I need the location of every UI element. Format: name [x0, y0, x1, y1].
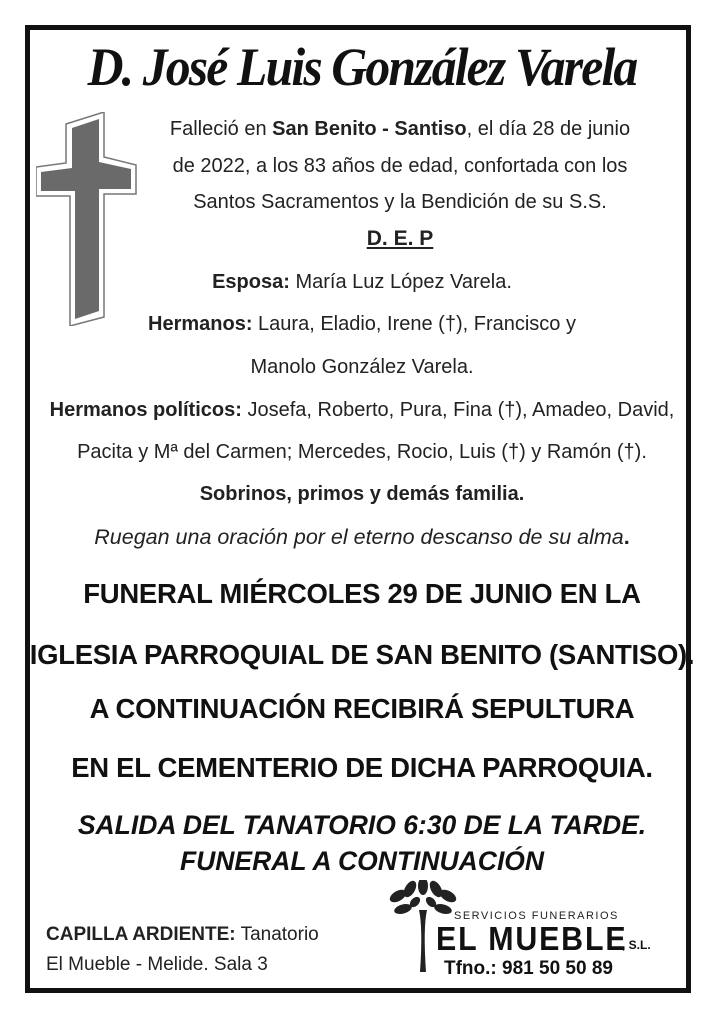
dep-label: [140, 227, 660, 251]
logo-tagline: SERVICIOS FUNERARIOS: [454, 910, 619, 922]
funeral-line-3: A CONTINUACIÓN RECIBIRÁ SEPULTURA: [89, 693, 635, 724]
death-line-1: [140, 118, 660, 141]
spouse-label: Esposa:: [212, 271, 290, 293]
death-place: San Benito - Santiso: [272, 118, 467, 140]
siblings-line-2: Manolo González Varela.: [250, 356, 474, 378]
siblings-line-1: [0, 313, 724, 336]
siblings-label: Hermanos:: [148, 313, 253, 335]
prayer-period: .: [623, 525, 630, 549]
funeral-line-4: EN EL CEMENTERIO DE DICHA PARROQUIA.: [71, 752, 653, 783]
inlaws-line-2: Pacita y Mª del Carmen; Mercedes, Rocio, Luis (†) y Ramón (†).: [77, 441, 647, 463]
death-line-3: Santos Sacramentos y la Bendición de su S.S.: [193, 191, 607, 213]
prayer-text: Ruegan una oración por el eterno descanso de su alma: [94, 525, 624, 549]
logo-brand: EL MUEBLE: [436, 920, 628, 957]
death-text: Falleció en: [169, 118, 273, 140]
prayer-line: [0, 525, 724, 550]
death-date: , el día 28 de junio: [466, 118, 631, 140]
logo-phone: Tfno.: 981 50 50 89: [444, 958, 613, 979]
inlaws-names: Josefa, Roberto, Pura, Fina (†), Amadeo, David,: [241, 399, 675, 421]
chapel-line-2: El Mueble - Melide. Sala 3: [46, 954, 268, 975]
siblings-names: Laura, Eladio, Irene (†), Francisco y: [252, 313, 576, 335]
chapel-label: CAPILLA ARDIENTE:: [46, 924, 236, 945]
other-family: Sobrinos, primos y demás familia.: [199, 483, 525, 505]
funeral-line-1: FUNERAL MIÉRCOLES 29 DE JUNIO EN LA: [83, 578, 641, 609]
chapel-place: Tanatorio: [235, 924, 319, 945]
departure-line-1: SALIDA DEL TANATORIO 6:30 DE LA TARDE.: [77, 810, 647, 840]
inlaws-line-1: [0, 399, 724, 422]
deceased-name: D. José Luis González Varela: [87, 37, 637, 97]
spouse-name: María Luz López Varela.: [289, 271, 512, 293]
funeral-line-2: IGLESIA PARROQUIAL DE SAN BENITO (SANTISO).: [29, 639, 695, 670]
funeral-home-logo: [388, 880, 658, 980]
inlaws-label: Hermanos políticos:: [49, 399, 242, 421]
departure-line-2: FUNERAL A CONTINUACIÓN: [179, 846, 545, 876]
chapel-line-1: [46, 924, 319, 946]
death-line-2: de 2022, a los 83 años de edad, confortada con los: [172, 155, 628, 177]
dep-text: D. E. P: [366, 227, 434, 250]
spouse-line: [0, 271, 724, 294]
logo-suffix: , S.L.: [622, 938, 651, 952]
